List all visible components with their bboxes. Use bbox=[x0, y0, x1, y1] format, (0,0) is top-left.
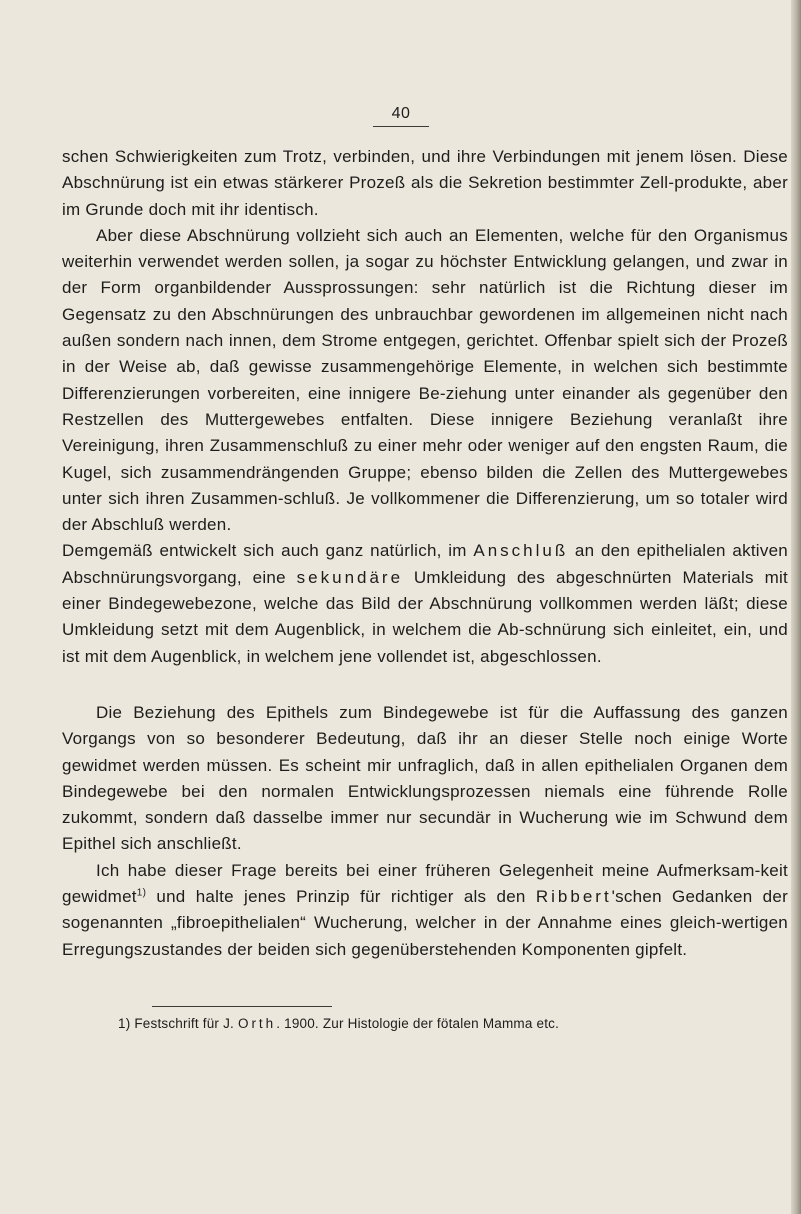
page-edge-shadow bbox=[791, 0, 801, 1214]
footnote-rule bbox=[152, 1006, 332, 1007]
paragraph-2: Aber diese Abschnürung vollzieht sich auch an Elementen, welche für den Organismus weiterhin verwendet werden sollen, ja sogar zu höchster Entwicklung gelangen, und zwar in der Form organbildender Aussprossungen: sehr natürlich ist die Richtung dieser im Gegensatz zu den Abschnürungen des unbrauchbar gewordenen im allgemeinen nicht nach außen sondern nach innen, dem Strome entgegen, gerichtet. Offenbar spielt sich der Prozeß in der Weise ab, daß gewisse zusammengehörige Elemente, in welchen sich bestimmte Differenzierungen vorbereiten, eine innigere Be-ziehung unter einander als gegenüber den Restzellen des Muttergewebes entfalten. Diese innigere Beziehung veranlaßt ihre Vereinigung, ihren Zusammenschluß zu einer mehr oder weniger auf den engsten Raum, die Kugel, sich zusammendrängenden Gruppe; ebenso bilden die Zellen des Muttergewebes unter sich ihren Zusammen-schluß. Je vollkommener die Differenzierung, um so totaler wird der Abschluß werden. bbox=[62, 225, 788, 535]
page-number: 40 bbox=[391, 105, 411, 122]
footnote-reference: 1) bbox=[136, 887, 147, 899]
spaced-name-ribbert: Ribbert bbox=[535, 887, 612, 907]
footnote-text-b: . 1900. Zur Histologie der fötalen Mamma etc. bbox=[276, 1016, 560, 1031]
spaced-word-sekundaere: sekundäre bbox=[296, 567, 404, 587]
paragraph-5 bbox=[62, 858, 788, 963]
spaced-name-orth: Orth bbox=[237, 1016, 277, 1031]
paragraph-5-text-a: Ich habe dieser Frage bereits bei einer früheren Gelegenheit meine Aufmerksam-keit gewidmet bbox=[62, 860, 788, 907]
footnote-mark: 1) bbox=[118, 1016, 131, 1031]
header-rule bbox=[373, 126, 429, 127]
body-text bbox=[62, 144, 788, 963]
paragraph-3 bbox=[62, 538, 788, 669]
paragraph-1: schen Schwierigkeiten zum Trotz, verbinden, und ihre Verbindungen mit jenem lösen. Diese Abschnürung ist ein etwas stärkerer Prozeß als die Sekretion bestimmter Zell-produkte, aber im Grunde doch mit ihr identisch. bbox=[62, 147, 788, 219]
paragraph-3-text-c: Umkleidung des abgeschnürten Materials mit einer Bindegewebezone, welche das Bild der Abschnürung vollkommen werden läßt; diese Umkleidung setzt mit dem Augenblick, in welchem die Ab-schnürung sich einleitet, ein, und ist mit dem Augenblick, in welchem jene vollendet ist, abgeschlossen. bbox=[62, 567, 788, 666]
paragraph-5-text-b: und halte jenes Prinzip für richtiger als den bbox=[146, 887, 536, 907]
paragraph-5-text-c: 'schen Gedanken der sogenannten „fibroepithelialen“ Wucherung, welcher in der Annahme eines gleich-wertigen Erregungszustandes der beiden sich gegenüberstehenden Komponenten gipfelt. bbox=[62, 887, 788, 959]
paragraph-3-text-b: an den epithelialen aktiven Abschnürungsvorgang, eine bbox=[62, 541, 788, 587]
spaced-word-anschluss: Anschluß bbox=[473, 541, 569, 561]
paragraph-3-text-a: Demgemäß entwickelt sich auch ganz natürlich, im bbox=[62, 541, 474, 561]
footnote-text-a: Festschrift für J. bbox=[130, 1016, 238, 1031]
paragraph-4: Die Beziehung des Epithels zum Bindegewebe ist für die Auffassung des ganzen Vorgangs von so besonderer Bedeutung, daß ihr an dieser Stelle noch einige Worte gewidmet werden müssen. Es scheint mir unfraglich, daß in allen epithelialen Organen dem Bindegewebe bei den normalen Entwicklungsprozessen niemals eine führende Rolle zukommt, sondern daß dasselbe immer nur secundär in Wucherung wie im Schwund dem Epithel sich anschließt. bbox=[62, 702, 788, 854]
footnote bbox=[118, 1015, 778, 1033]
